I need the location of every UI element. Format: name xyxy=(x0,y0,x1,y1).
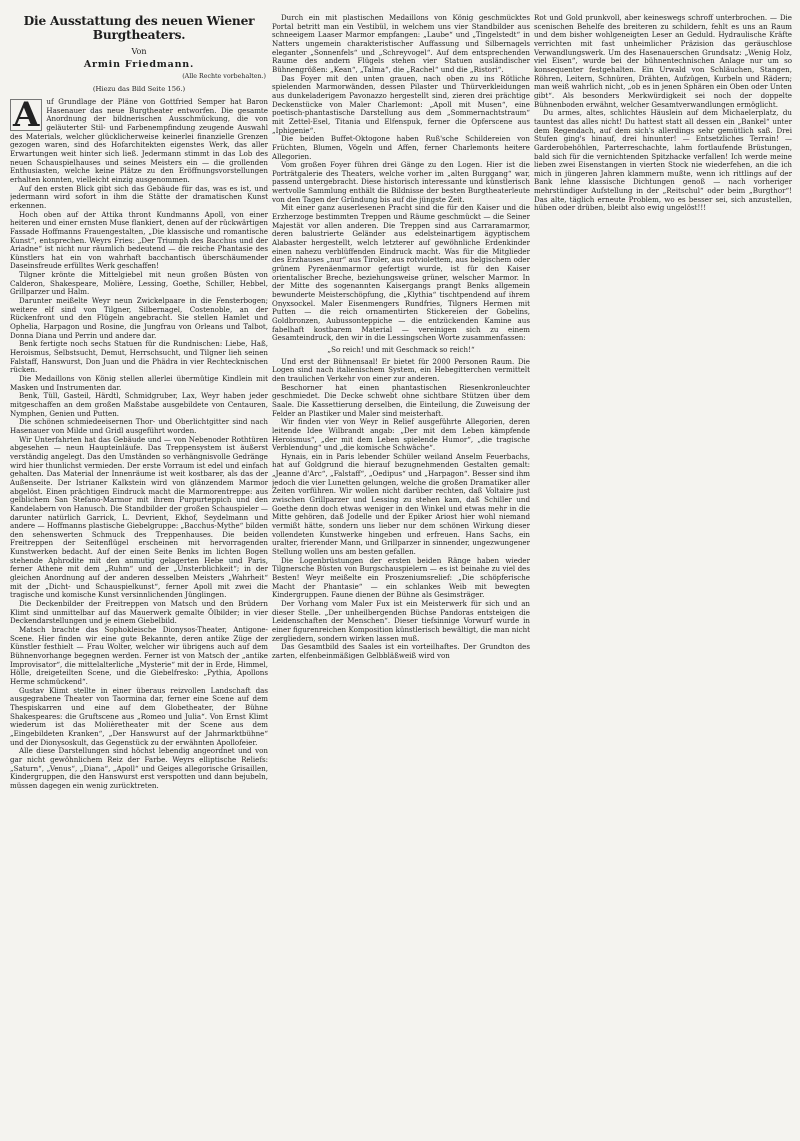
column-3 xyxy=(534,14,792,1138)
paragraph: Die Medaillons von König stellen allerlei übermütige Kindlein mit Masken und Instrumenten dar. xyxy=(10,374,268,392)
paragraph: Hoch oben auf der Attika thront Kundmanns Apoll, von einer heiteren und einer ernsten Muse flankiert, denen auf der rückwärtigen Fassade Hoffmanns Frauengestalten, „Die klassische und romantische Kunst“, entsprechen. Weyrs Fries: „Der Triumph des Bacchus und der Ariadne“ ist nicht nur räumlich bedeutend — die reiche Phantasie des Künstlers hat ein von wahrhaft bacchantisch überschäumender Daseinsfreude erfülltes Werk geschaffen! xyxy=(10,209,268,271)
paragraph: Die Logenbrüstungen der ersten beiden Ränge haben wieder Tilgnersche Büsten von Burgschauspielern — es ist beinahe zu viel des Besten! Weyr meißelte ein Proszeniumsrelief: „Die schöpferische Macht der Phantasie“ — ein schlankes Weib mit bewegten Kindergruppen. Faune dienen der Bühne als Gesimsträger. xyxy=(272,555,530,600)
article-title: Die Ausstattung des neuen Wiener Burgtheaters. xyxy=(23,14,255,42)
paragraph: Alle diese Darstellungen sind höchst lebendig angeordnet und von gar nicht gewöhnlichem Reiz der Farbe. Weyrs elliptische Reliefs: „Saturn“, „Venus“, „Diana“, „Apoll“ und Geiges allegorische Grisaillen, Kindergruppen, die den Hanswurst erst verspotten und dann bejubeln, müssen dagegen ein wenig zurücktreten. xyxy=(10,746,268,790)
paragraph: Der Vorhang vom Maler Fux ist ein Meisterwerk für sich und an dieser Stelle. „Der unheilbergenden Büchse Pandoras entsteigen die Leidenschaften der Menschen“. Dieser tiefsinnige Vorwurf wurde in einer figurenreichen Komposition künstlerisch bewältigt, die man nicht zergliedern, sondern wirken lassen muß. xyxy=(272,598,530,643)
paragraph: Darunter meißelte Weyr neun Zwickelpaare in die Fensterbogen; weitere elf sind von Tilgner, Silbernagel, Costenoble, an der Rückenfront und den Flügeln angebracht. Sie stellen Hamlet und Ophelia, Harpagon und Rosine, die Jungfrau von Orleans und Talbot, Donna Diana und Perrin und andere dar. xyxy=(10,296,268,340)
paragraph: Mit einer ganz auserlesenen Pracht sind die für den Kaiser und die Erzherzoge bestimmten Treppen und Räume geschmückt — die Seiner Majestät vor allen anderen. Die Treppen sind aus Carraramarmor, deren balustrierte Geländer aus edelsteinartigem ägyptischem Alabaster hergestellt, welch letzterer auf gewöhnliche Erdenkinder einen nahezu verblüffenden Eindruck macht. Was für die Mitglieder des Erzhauses „nur“ aus Tiroler, aus rotviolettem, aus belgischem oder grünem Pyrenäenmarmor gefertigt wurde, ist für den Kaiser orientalischer Breche, beziehungsweise grüner, welscher Marmor. In der Mitte des sogenannten Kaisergangs prangt Benks allgemein bewunderte Meisterschöpfung, die „Klythia“ tischtpendend auf ihrem Onyxsockel. Maler Eisenmengers Rundfries, Tilgners Hermen mit Putten — die reich ornamentirten Stickereien der Gobelins, Goldbronzen, Aubussonteppiche — die entzückenden Kamine aus fabelhaft kostbarem Material — vereinigen sich zu einem Gesamteindruck, den wir in die Lessingschen Worte zusammenfassen: xyxy=(272,203,530,343)
paragraph: Das Gesamtbild des Saales ist ein vorteilhaftes. Der Grundton des zarten, elfenbeinmäßigen Gelbbläßweiß wird von xyxy=(272,642,530,660)
paragraph: Benk fertigte noch sechs Statuen für die Rundnischen: Liebe, Haß, Heroismus, Selbstsucht, Demut, Herrschsucht, und Tilgner lieh seinen Falstaff, Hanswurst, Don Juan und die Phädra in vier Rechtecknischen rücken. xyxy=(10,339,268,375)
paragraph: Hynais, ein in Paris lebender Schüler weiland Anselm Feuerbachs, hat auf Goldgrund die hierauf bezugnehmenden Gestalten gemalt: „Jeanne d'Arc“, „Falstaff“, „Oedipus“ und „Harpagon“. Besser sind ihm jedoch die vier Lunetten gelungen, welche die großen Dramatiker aller Zeiten vorführen. Wir wollen nicht darüber rechten, daß Voltaire just zwischen Grillparzer und Lessing zu stehen kam, daß Schiller und Goethe denn doch etwas weniger in den Winkel und etwas mehr in die Mitte gehören, daß Jodelle und der Epiker Ariost hier wohl niemand vermißt hätte, sondern uns lieber nur dem schönen Wirkung dieser vollendeten Kunstwerke hingeben und erfreuen. Hans Sachs, ein uralter, frierender Mann, und Grillparzer in sinnender, ungezwungener Stellung wollen uns am besten gefallen. xyxy=(272,451,530,557)
paragraph: Durch ein mit plastischen Medaillons von König geschmücktes Portal betritt man ein Vestibül, in welchem uns vier Standbilder aus schneeigem Laaser Marmor empfangen: „Laube“ und „Tingelstedt“ in Natters ungemein charakteristischer Auffassung und Silbernagels eleganter „Sonnenfels“ und „Schreyvogel“. Auf dem entsprechenden Raume des andern Flügels stehen vier Statuen ausländischer Bühnengrößen: „Kean“, „Talma“, die „Rachel“ und die „Ristori“. xyxy=(272,14,530,74)
paragraph: Beschorner hat einen phantastischen Riesenkronleuchter geschmiedet. Die Decke schwebt ohne sichtbare Stützen über dem Saale. Die Kassettierung derselben, die Einteilung, die Zuweisung der Felder an Plastiker und Maler sind meisterhaft. xyxy=(272,382,530,418)
column-2 xyxy=(272,14,530,1138)
paragraph-text: uf Grundlage der Pläne von Gottfried Semper hat Baron Hasenauer das neue Burgtheater entworfen. Die gesamte Anordnung der bildnerischen Ausschmückung, die von geläuterter Stil- und Farbenempfindung zeugende Auswahl des Materials, welcher glücklicherweise keinerlei finanzielle Grenzen gezogen waren, sind des Hofarchitekten eigenstes Werk, das aller Erwartungen weit hinter sich ließ. Jedermann stimmt in das Lob des neuen Schauspielhauses und seines Meisters ein — die grollenden Enthusiasten, welche keine Plätze zu den Eröffnungsvorstellungen erhalten konnten, vielleicht einzig ausgenommen. xyxy=(10,97,268,184)
byline-prefix: Von xyxy=(131,47,147,56)
paragraph: Das Foyer mit den unten grauen, nach oben zu ins Rötliche spielenden Marmorwänden, dessen Pilaster und Thürverkleidungen aus dunkeladerigem Pavonazzo hergestellt sind, zieren drei prächtige Deckenstücke von Maler Charlemont: „Apoll mit Musen“, eine poetisch-phantastische Darstellung aus dem „Sommernachtstraum“ mit Zettel-Esel, Titania und Elfenspuk, ferner die Opferscene aus „Iphigenie“. xyxy=(272,73,530,135)
rights-notice: (Alle Rechte vorbehalten.) xyxy=(182,73,266,80)
drop-cap: A xyxy=(10,99,42,131)
paragraph: Wir finden vier von Weyr in Relief ausgeführte Allegorien, deren leitende Idee Wilbrandt angab: „Der mit dem Leben kämpfende Heroismus“, „der mit dem Leben spielende Humor“, „die tragische Verblendung“ und „die komische Schwäche“. xyxy=(272,417,530,453)
author-name: Armin Friedmann. xyxy=(83,59,195,70)
paragraph: Rot und Gold prunkvoll, aber keineswegs schroff unterbrochen. — Die scenischen Behelfe des breiteren zu schildern, fehlt es uns an Raum und dem bisher wohlgeneigten Leser an Geduld. Hydraulische Kräfte verrichten mit fast unheimlicher Präzision das geräuschlose Verwandlungswerk. Um des Hasenauerschen Grundsatz: „Wenig Holz, viel Eisen“, wurde bei der bühnentechnischen Anlage nur um so konsequenter festgehalten. Ein Urwald von Schläuchen, Stangen, Röhren, Leitern, Schnüren, Drähten, Aufzügen, Kurbeln und Rädern; man weiß wahrlich nicht, „ob es in jenen Sphären ein Oben oder Unten gibt“. Als besonders Merkwürdigkeit sei noch der doppelte Bühnenboden erwähnt, welcher Gesamtverwandlungen ermöglicht. xyxy=(534,14,792,109)
column-1 xyxy=(10,14,268,1138)
paragraph xyxy=(10,95,268,185)
paragraph: Tilgner krönte die Mittelgiebel mit neun großen Büsten von Calderon, Shakespeare, Molière, Lessing, Goethe, Schiller, Hebbel, Grillparzer und Halm. xyxy=(10,270,268,297)
paragraph: Die beiden Buffet-Oktogone haben Ruß'sche Schildereien von Früchten, Blumen, Vögeln und Affen, ferner Charlemonts heitere Allegorien. xyxy=(272,134,530,161)
paragraph: Und erst der Bühnensaal! Er bietet für 2000 Personen Raum. Die Logen sind nach italienischem System, ein Hebegitterchen vermittelt den traulichen Verkehr von einer zur anderen. xyxy=(272,356,530,383)
paragraph: Die schönen schmiedeeisernen Thor- und Oberlichtgitter sind nach Hasenauer von Milde und Gridl ausgeführt worden. xyxy=(10,417,268,435)
paragraph: Gustav Klimt stellte in einer überaus reizvollen Landschaft das ausgegrabene Theater von Taormina dar, ferner eine Scene auf dem Thespiskarren und eine auf dem Globetheater, der Bühne Shakespeares: die Gruftscene aus „Romeo und Julia“. Von Ernst Klimt wiederum ist das Molièretheater mit der Scene aus dem „Eingebildeten Kranken“, „Der Hanswurst auf der Jahrmarktbühne“ und der Dionysoskult, das Gegenstück zu der erwähnten Apollofeier. xyxy=(10,685,268,747)
paragraph: Die Deckenbilder der Freitreppen von Matsch und den Brüdern Klimt sind unmittelbar auf das Mauerwerk gemalte Ölbilder; in vier Deckendarstellungen und je einem Giebelbild. xyxy=(10,599,268,626)
lessing-quote: „So reich! und mit Geschmack so reich!“ xyxy=(327,344,475,354)
paragraph: Wir Unterfahrten hat das Gebäude und — von Nebenoder Rothtüren abgesehen — neun Haupteinläufe. Das Treppensystem ist äußerst verständig angelegt. Das den Umständen so verhängnisvolle Gedränge wird hier thunlichst vermieden. Der erste Vorraum ist edel und einfach gehalten. Das Material der Innenräume ist weit kostbarer, als das der Außenseite. Der Istrianer Kalkstein wird von glänzendem Marmor abgelöst. Einen prächtigen Eindruck macht die Marmorentreppe: aus gelblichem San Stefano-Marmor mit ihrem Purpurteppich und den Kandelabern von Hanusch. Die Standbilder der großen Schauspieler — darunter natürlich Garrick, L. Devrient, Ekhof, Seydelmann und andere — Hoffmanns plastische Giebelgruppe: „Bacchus-Mythe“ bilden den sehenswerten Schmuck des Treppenhauses. Die beiden Freitreppen der Seitenflügel erscheinen mit hervorragenden Kunstwerken bedacht. Auf der einen Seite Benks im lichten Bogen stehende Aphrodite mit den anmutig gelagerten Hebe und Paris, ferner Athene mit dem „Ruhm“ und der „Unsterblichkeit“; in der gleichen Anordnung auf der anderen desselben Meisters „Wahrheit“ mit der „Dicht- und Schauspielkunst“, ferner Apoll mit zwei die tragische und komische Kunst versinnlichenden Jünglingen. xyxy=(10,434,268,600)
paragraph: Auf den ersten Blick gibt sich das Gebäude für das, was es ist, und jedermann wird sofort in ihm die Stätte der dramatischen Kunst erkennen. xyxy=(10,183,268,210)
image-reference: (Hiezu das Bild Seite 156.) xyxy=(92,85,186,93)
paragraph: Matsch brachte das Sophokleische Dionysos-Theater, Antigone-Scene. Hier finden wir eine gute Bekannte, deren antike Züge der Künstler festhielt — Frau Wolter, welcher wir übrigens auch auf dem Bühnenvorhange begegnen werden. Ferner ist von Matsch der „antike Improvisator“, die mittelalterliche „Mysterie“ mit der in Erde, Himmel, Hölle, dreigeteilten Scene, und die Giebelfresko: „Pythia, Apollons Herme schmückend“. xyxy=(10,625,268,686)
paragraph: Benk, Tüll, Gasteil, Härdtl, Schmidgruber, Lax, Weyr haben jeder mitgeschaffen an dem großen Maßstabe ausgebildete von Centauren, Nymphen, Genien und Putten. xyxy=(10,391,268,418)
paragraph: Du armes, altes, schlichtes Häuslein auf dem Michaelerplatz, du tauntest das alles nicht! Du hattest statt all dessen ein „Bankel“ unter dem Regendach, auf dem sich's allerdings sehr gemütlich saß. Drei Stufen ging's hinauf, drei hinunter! — Entsetzliches Terrain! — Garderobehöhlen, Parterreschachte, lahm fortlaufende Brüstungen, bald sich für die vernichtenden Spitzhacke verfallen! Ich werde meine lieben zwei Eisenstangen in vierten Stock nie wiederfehen, an die ich mich in jüngeren Jahren klammern mußte, wenn ich rittlings auf der Bank lehne klassische Dichtungen genoß — nach vorheriger mehrstündiger Aufstellung in der „Reitschul“ oder beim „Burgthor“! Das alte, täglich erneute Problem, wo es besser sei, sich anzustellen, hüben oder drüben, bleibt also ewig ungelöst!!! xyxy=(534,108,792,213)
paragraph: Vom großen Foyer führen drei Gänge zu den Logen. Hier ist die Porträtgalerie des Theaters, welche vorher im „alten Burggang“ war, passend untergebracht. Diese historisch interessante und künstlerisch wertvolle Sammlung enthält die Bildnisse der besten Burgtheaterleute von den Tagen der Gründung bis auf die jüngste Zeit. xyxy=(272,160,530,204)
